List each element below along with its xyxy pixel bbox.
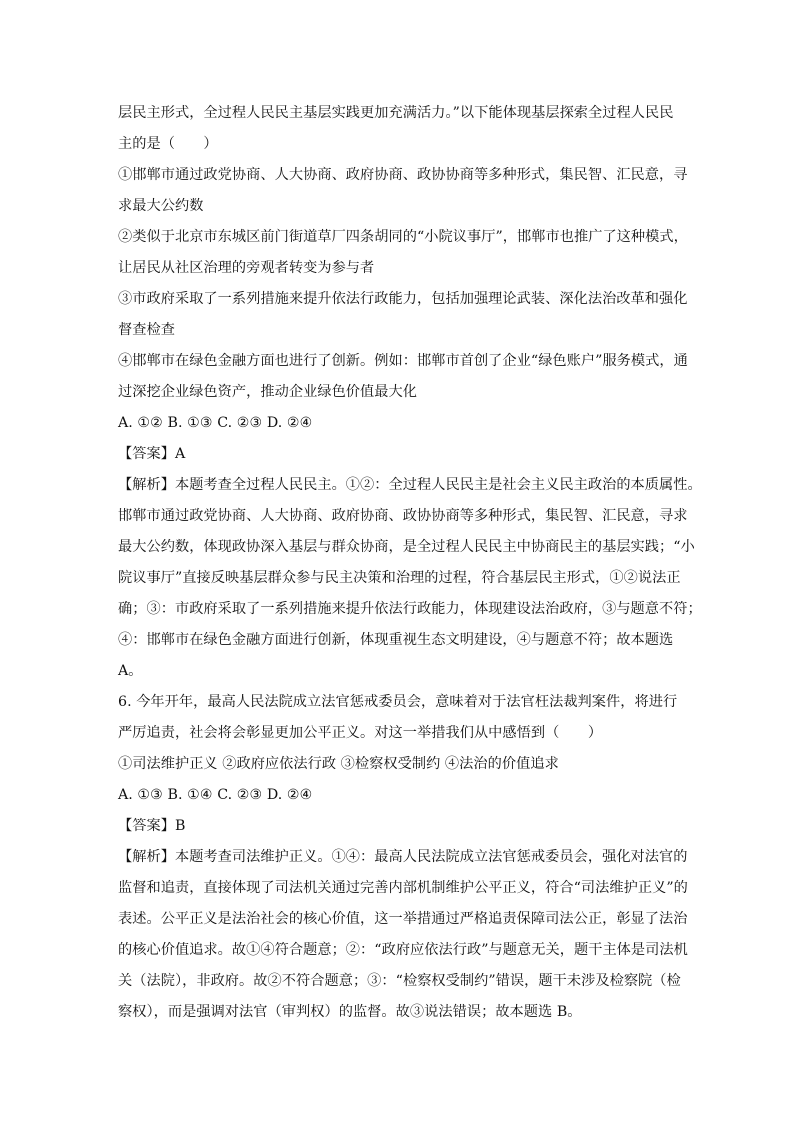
option-line: 让居民从社区治理的旁观者转变为参与者 — [118, 260, 375, 276]
analysis-line: 最大公约数，体现政协深入基层与群众协商，是全过程人民民主中协商民主的基层实践；“小 — [118, 539, 695, 555]
analysis-line: 邯郸市通过政党协商、人大协商、政府协商、政协协商等多种形式，集民智、汇民意，寻求 — [118, 508, 688, 524]
answer-line: 【答案】B — [118, 818, 186, 834]
analysis-line: 察权），而是强调对法官（审判权）的监督。故③说法错误；故本题选 B。 — [118, 1004, 582, 1020]
choices-line: A. ①③ B. ①④ C. ②③ D. ②④ — [118, 787, 313, 803]
option-line: ④邯郸市在绿色金融方面也进行了创新。例如：邯郸市首创了企业“绿色账户”服务模式，通 — [118, 353, 688, 369]
analysis-line: 【解析】本题考查全过程人民民主。①②：全过程人民民主是社会主义民主政治的本质属性。 — [118, 477, 702, 493]
option-line: ①邯郸市通过政党协商、人大协商、政府协商、政协协商等多种形式，集民智、汇民意，寻 — [118, 167, 688, 183]
answer-line: 【答案】A — [118, 446, 186, 462]
option-line: ①司法维护正义 ②政府应依法行政 ③检察权受制约 ④法治的价值追求 — [118, 756, 559, 772]
option-line: 求最大公约数 — [118, 198, 204, 214]
analysis-line: 确；③：市政府采取了一系列措施来提升依法行政能力，体现建设法治政府，③与题意不符； — [118, 601, 702, 617]
analysis-line: 表述。公平正义是法治社会的核心价值，这一举措通过严格追责保障司法公正，彰显了法治 — [118, 911, 688, 927]
question-line: 6. 今年开年，最高人民法院成立法官惩戒委员会，意味着对于法官枉法裁判案件，将进行 — [118, 694, 678, 710]
analysis-line: 监督和追责，直接体现了司法机关通过完善内部机制维护公平正义，符合“司法维护正义”的 — [118, 880, 688, 896]
analysis-line: A。 — [118, 663, 143, 679]
analysis-line: 关（法院），非政府。故②不符合题意；③：“检察权受制约”错误，题干未涉及检察院（检 — [118, 973, 681, 989]
text-line: 层民主形式，全过程人民民主基层实践更加充满活力。”以下能体现基层探索全过程人民民 — [118, 105, 674, 121]
question-line: 严厉追责，社会将会彰显更加公平正义。对这一举措我们从中感悟到（ ） — [118, 725, 603, 741]
analysis-line: 【解析】本题考查司法维护正义。①④：最高人民法院成立法官惩戒委员会，强化对法官的 — [118, 849, 688, 865]
analysis-line: 的核心价值追求。故①④符合题意；②：“政府应依法行政”与题意无关，题干主体是司法机 — [118, 942, 688, 958]
choices-line: A. ①② B. ①③ C. ②③ D. ②④ — [118, 415, 313, 431]
option-line: 过深挖企业绿色资产，推动企业绿色价值最大化 — [118, 384, 417, 400]
analysis-line: ④：邯郸市在绿色金融方面进行创新，体现重视生态文明建设，④与题意不符；故本题选 — [118, 632, 674, 648]
analysis-line: 院议事厅”直接反映基层群众参与民主决策和治理的过程，符合基层民主形式，①②说法正 — [118, 570, 681, 586]
option-line: ②类似于北京市东城区前门街道草厂四条胡同的“小院议事厅”，邯郸市也推广了这种模式， — [118, 229, 688, 245]
document-page — [118, 98, 702, 1028]
option-line: ③市政府采取了一系列措施来提升依法行政能力，包括加强理论武装、深化法治改革和强化 — [118, 291, 688, 307]
text-line: 主的是（ ） — [118, 136, 218, 152]
option-line: 督查检查 — [118, 322, 175, 338]
